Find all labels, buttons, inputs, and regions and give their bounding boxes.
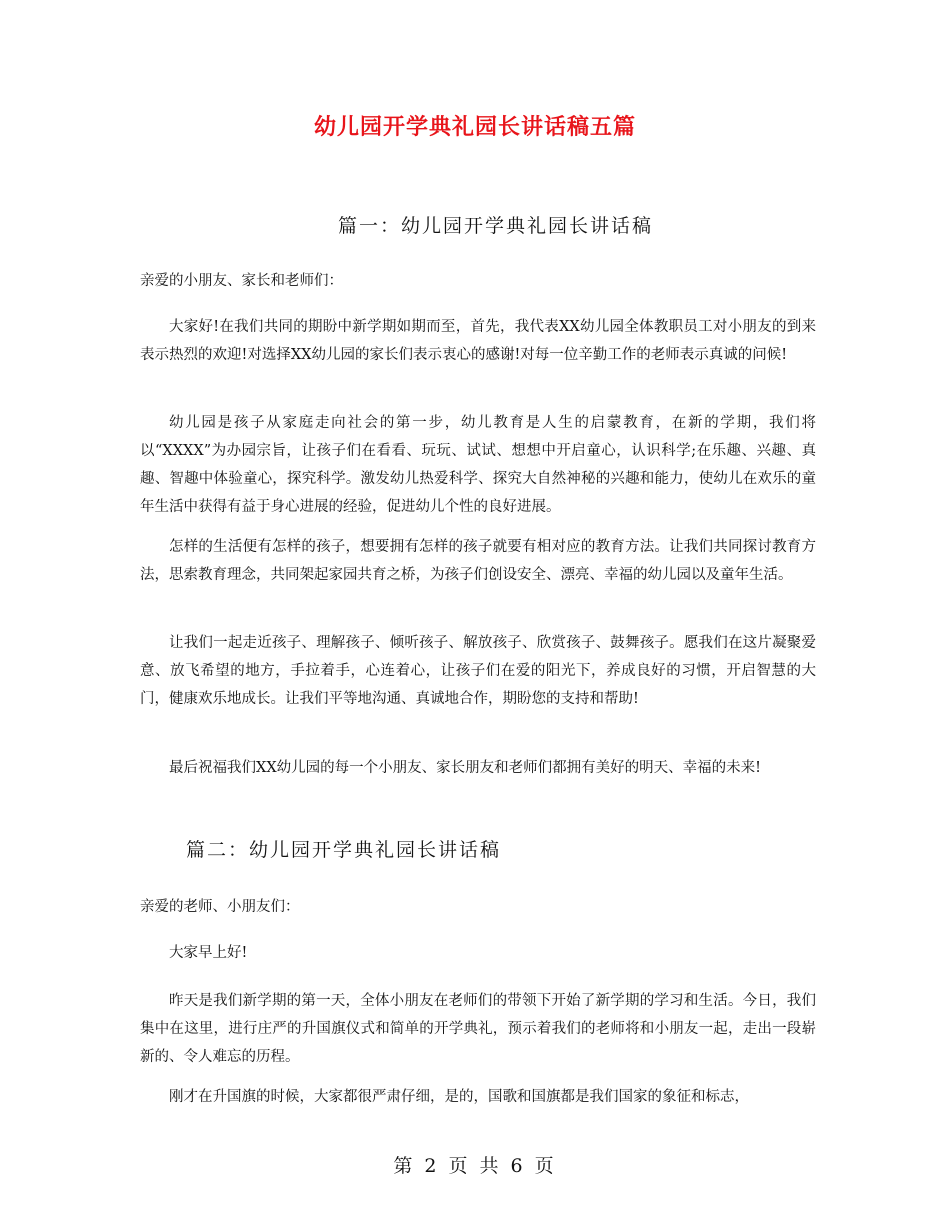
section-1-greeting: 亲爱的小朋友、家长和老师们：	[140, 273, 343, 289]
page-number-footer: 第 2 页 共 6 页	[393, 1155, 557, 1177]
section-2-paragraph-2: 昨天是我们新学期的第一天，全体小朋友在老师们的带领下开始了新学期的学习和生活。今日，我们集中在这里，进行庄严的升国旗仪式和简单的开学典礼，预示着我们的老师将和小朋友一起，走出一段崭新的、令人难忘的历程。	[140, 993, 816, 1065]
section-1-paragraph-2: 幼儿园是孩子从家庭走向社会的第一步，幼儿教育是人生的启蒙教育，在新的学期，我们将以“XXXX”为办园宗旨，让孩子们在看看、玩玩、试试、想想中开启童心，认识科学;在乐趣、兴趣、真趣、智趣中体验童心，探究科学。激发幼儿热爱科学、探究大自然神秘的兴趣和能力，使幼儿在欢乐的童年生活中获得有益于身心进展的经验，促进幼儿个性的良好进展。	[140, 415, 816, 515]
section-1-paragraph-1: 大家好!在我们共同的期盼中新学期如期而至，首先，我代表XX幼儿园全体教职员工对小朋友的到来表示热烈的欢迎!对选择XX幼儿园的家长们表示衷心的感谢!对每一位辛勤工作的老师表示真诚的问候!	[140, 319, 816, 363]
document-title: 幼儿园开学典礼园长讲话稿五篇	[313, 115, 636, 140]
section-1-paragraph-3: 怎样的生活便有怎样的孩子，想要拥有怎样的孩子就要有相对应的教育方法。让我们共同探讨教育方法，思索教育理念，共同架起家园共育之桥，为孩子们创设安全、漂亮、幸福的幼儿园以及童年生活。	[140, 539, 816, 583]
section-2-greeting: 亲爱的老师、小朋友们：	[140, 899, 300, 915]
section-1-paragraph-4: 让我们一起走近孩子、理解孩子、倾听孩子、解放孩子、欣赏孩子、鼓舞孩子。愿我们在这片凝聚爱意、放飞希望的地方，手拉着手，心连着心，让孩子们在爱的阳光下，养成良好的习惯，开启智慧的大门，健康欢乐地成长。让我们平等地沟通、真诚地合作，期盼您的支持和帮助!	[140, 635, 816, 707]
section-1-title: 篇一：幼儿园开学典礼园长讲话稿	[338, 215, 654, 237]
section-1-paragraph-5: 最后祝福我们XX幼儿园的每一个小朋友、家长朋友和老师们都拥有美好的明天、幸福的未来!	[169, 760, 761, 776]
section-2-title: 篇二：幼儿园开学典礼园长讲话稿	[186, 839, 502, 861]
section-2-paragraph-1: 大家早上好!	[169, 945, 248, 961]
section-2-paragraph-3: 刚才在升国旗的时候，大家都很严肃仔细，是的，国歌和国旗都是我们国家的象征和标志，	[169, 1089, 749, 1105]
